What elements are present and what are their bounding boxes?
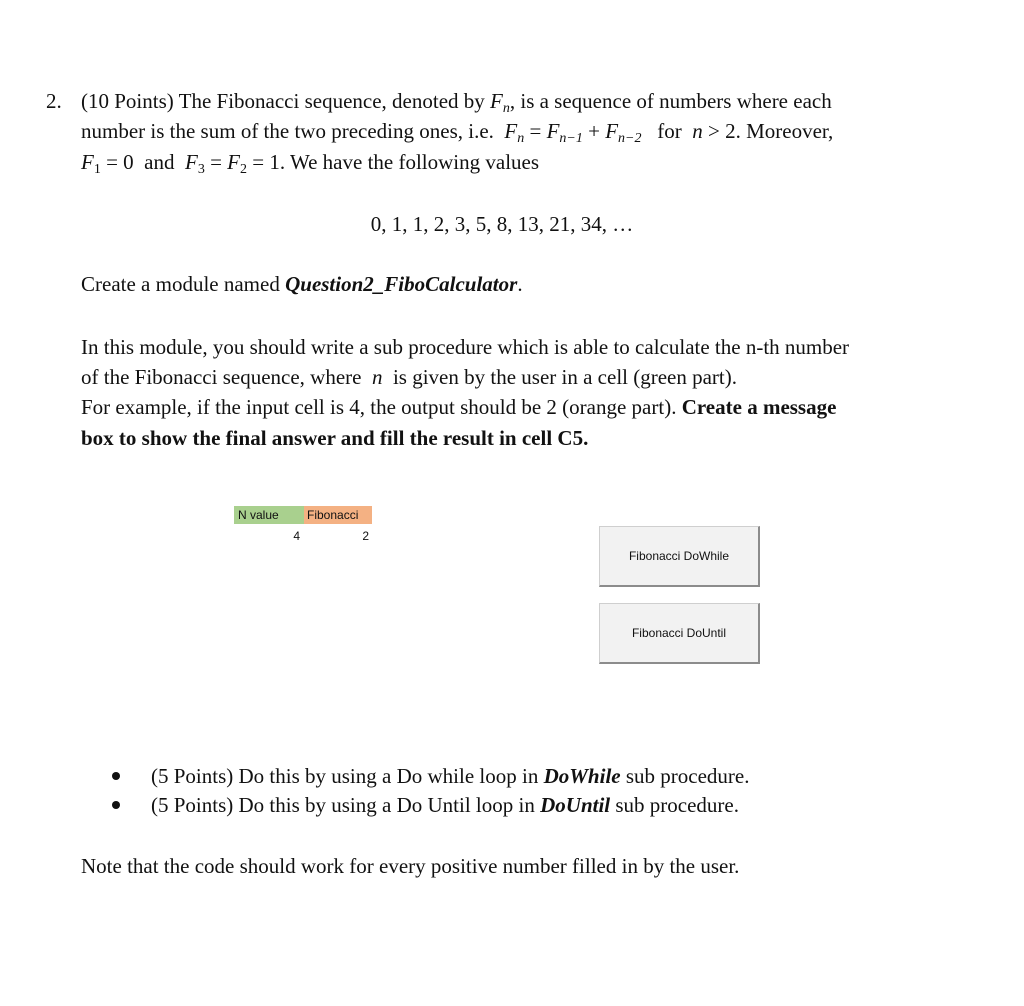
- fibonacci-dowhile-button[interactable]: Fibonacci DoWhile: [599, 526, 760, 587]
- eq-one: = 1. We have the following values: [252, 150, 540, 174]
- math-F: F: [81, 150, 94, 174]
- fibonacci-dountil-button[interactable]: Fibonacci DoUntil: [599, 603, 760, 664]
- question-intro-line-1: [81, 88, 832, 114]
- gt-text: > 2. Moreover,: [707, 119, 834, 143]
- para2-l3a: For example, if the input cell is 4, the output should be 2 (orange part).: [81, 395, 677, 419]
- header-fibonacci: Fibonacci: [304, 506, 372, 524]
- bullet-item-dountil: [151, 792, 739, 818]
- para2-line-3: [81, 394, 836, 420]
- bullet-icon: [112, 772, 120, 780]
- math-n: n: [371, 365, 383, 389]
- para2-l2b: is given by the user in a cell (green part).: [392, 365, 738, 389]
- bullet-icon: [112, 801, 120, 809]
- para2-line-4: box to show the final answer and fill the result in cell C5.: [81, 426, 589, 450]
- math-F: F: [185, 150, 198, 174]
- for-text: for: [657, 119, 682, 143]
- sub-n: n: [502, 101, 510, 116]
- module-name: Question2_FiboCalculator: [285, 272, 518, 296]
- fibonacci-sequence: 0, 1, 1, 2, 3, 5, 8, 13, 21, 34, …: [370, 212, 634, 236]
- intro-cont: , is a sequence of numbers where each: [509, 89, 832, 113]
- bullet-name: DoUntil: [540, 793, 611, 817]
- math-F: F: [546, 119, 560, 143]
- cell-fibonacci-result[interactable]: 2: [362, 529, 369, 543]
- para2-line-1: In this module, you should write a sub procedure which is able to calculate the n-th number: [81, 335, 850, 359]
- sub-1: 1: [93, 162, 101, 177]
- module-prefix: Create a module named: [81, 272, 280, 296]
- math-F: F: [605, 119, 619, 143]
- bullet-pre: (5 Points) Do this by using a Do Until loop in: [151, 793, 535, 817]
- sub-n-minus-1: n−1: [559, 131, 583, 146]
- line2-text: number is the sum of the two preceding ones, i.e.: [81, 119, 494, 143]
- para2-line-2: [81, 364, 737, 390]
- closing-note: Note that the code should work for every positive number filled in by the user.: [81, 854, 740, 878]
- math-eq: =: [529, 119, 542, 143]
- header-n-value: N value: [234, 506, 304, 524]
- math-eq: =: [210, 150, 222, 174]
- and-text: and: [144, 150, 175, 174]
- module-suffix: .: [517, 272, 523, 296]
- eq-zero: = 0: [106, 150, 134, 174]
- para2-l2a: of the Fibonacci sequence, where: [81, 365, 362, 389]
- module-instruction: [81, 271, 523, 297]
- bullet-name: DoWhile: [543, 764, 621, 788]
- math-plus: +: [588, 119, 600, 143]
- bullet-post: sub procedure.: [625, 764, 750, 788]
- question-number: 2.: [46, 89, 62, 113]
- para2-l3b: Create a message: [681, 395, 837, 419]
- math-F: F: [490, 89, 503, 113]
- sub-3: 3: [197, 162, 205, 177]
- question-intro-line-3: [81, 149, 539, 175]
- bullet-item-dowhile: [151, 763, 749, 789]
- cell-n-value[interactable]: 4: [293, 529, 300, 543]
- intro-text: (10 Points) The Fibonacci sequence, denoted by: [81, 89, 485, 113]
- math-F: F: [227, 150, 240, 174]
- bullet-post: sub procedure.: [615, 793, 739, 817]
- sub-n: n: [517, 131, 525, 146]
- bullet-pre: (5 Points) Do this by using a Do while loop in: [151, 764, 539, 788]
- math-F: F: [504, 119, 518, 143]
- math-n: n: [692, 119, 703, 143]
- sub-2: 2: [240, 162, 247, 177]
- sub-n-minus-2: n−2: [618, 131, 642, 146]
- question-intro-line-2: [81, 118, 833, 144]
